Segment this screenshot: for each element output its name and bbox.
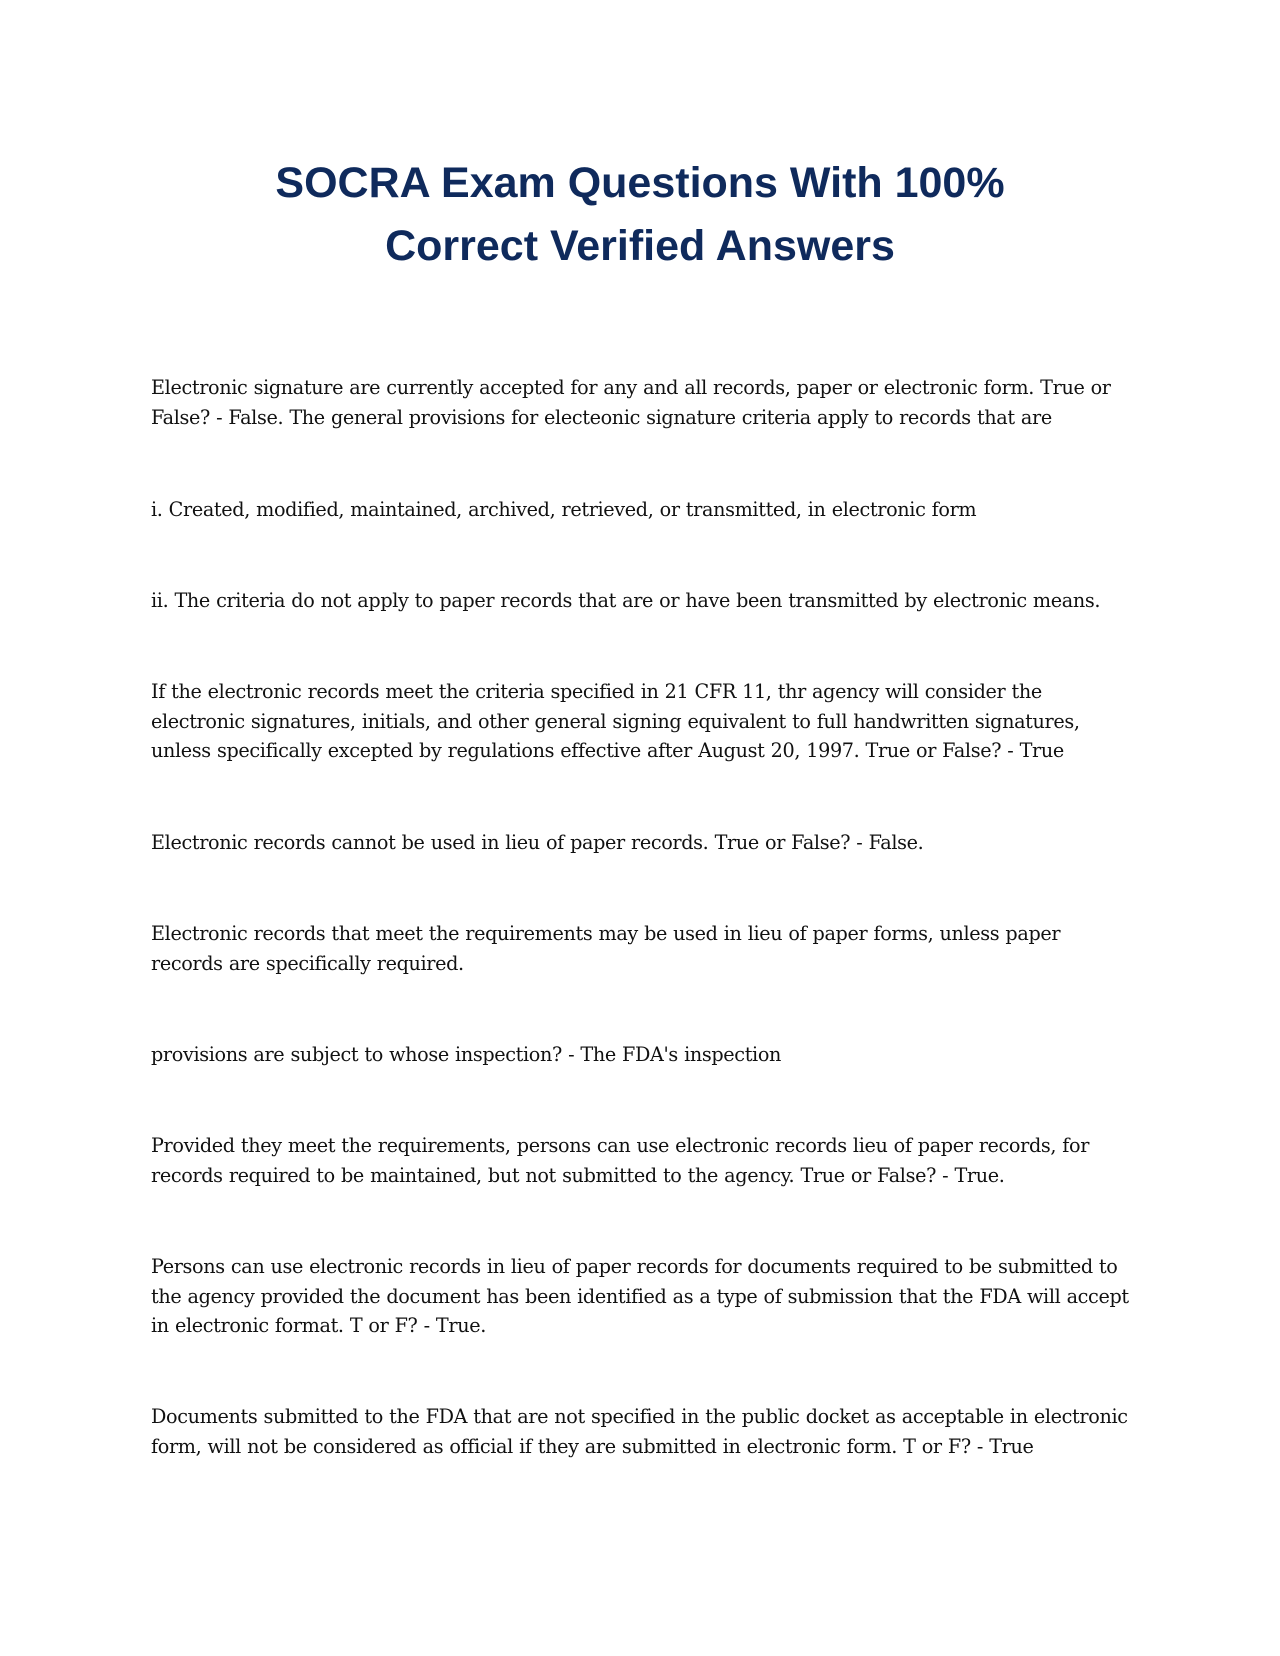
paragraph-10: Documents submitted to the FDA that are not specified in the public docket as acceptable in electronic form, will not be considered as official if they are submitted in electronic form. T or F? - True [151, 1405, 1128, 1458]
paragraph-4: If the electronic records meet the criteria specified in 21 CFR 11, thr agency will consider the electronic signatures, initials, and other general signing equivalent to full handwritten signatures, unless specifically excepted by regulations effective after August 20, 1997. True or False? - True [151, 680, 1080, 762]
paragraph-3: ii. The criteria do not apply to paper records that are or have been transmitted by electronic means. [151, 589, 1101, 612]
paragraph-9: Persons can use electronic records in lieu of paper records for documents required to be submitted to the agency provided the document has been identified as a type of submission that the FDA will accept in electronic format. T or F? - True. [151, 1255, 1129, 1337]
title-line-2: Correct Verified Answers [385, 222, 895, 270]
paragraph-1: Electronic signature are currently accepted for any and all records, paper or electronic form. True or False? - False. The general provisions for electeonic signature criteria apply to records that are [151, 376, 1111, 429]
paragraph-8: Provided they meet the requirements, persons can use electronic records lieu of paper records, for records required to be maintained, but not submitted to the agency. True or False? - True. [151, 1134, 1090, 1187]
document-title [0, 152, 1280, 278]
paragraph-7: provisions are subject to whose inspection? - The FDA's inspection [151, 1043, 782, 1066]
paragraph-6: Electronic records that meet the requirements may be used in lieu of paper forms, unless paper records are specifically required. [151, 922, 1061, 975]
paragraph-2: i. Created, modified, maintained, archived, retrieved, or transmitted, in electronic form [151, 498, 977, 521]
title-line-1: SOCRA Exam Questions With 100% [275, 159, 1005, 207]
paragraph-5: Electronic records cannot be used in lieu of paper records. True or False? - False. [151, 831, 924, 854]
